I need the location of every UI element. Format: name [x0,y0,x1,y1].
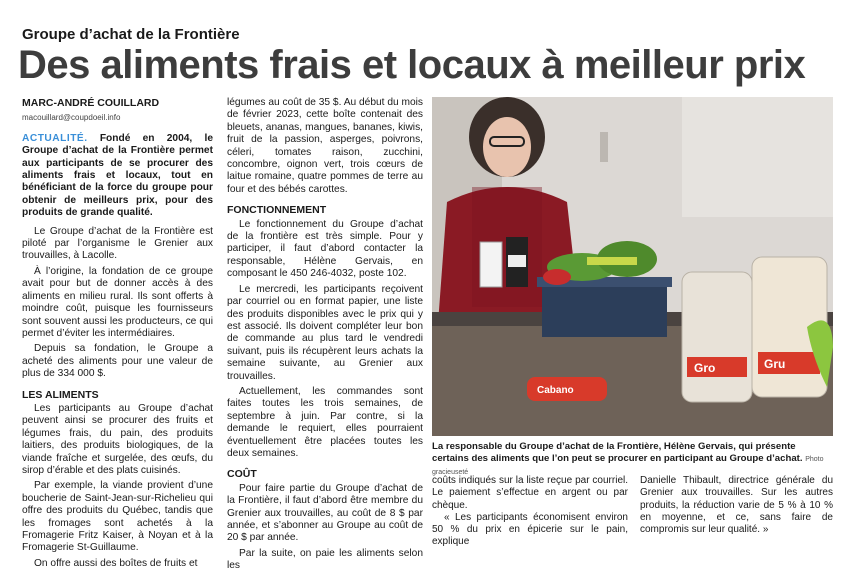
paragraph: Danielle Thibault, directrice générale du Grenier aux trouvailles. Sur les autres produits, la réduction varie de 5 % à 10 % en moyenne, et ce, sans faire de compromis sur leur qualité. » [640,475,833,536]
section-tag: ACTUALITÉ. [22,132,88,144]
subheading-aliments: LES ALIMENTS [22,388,99,401]
paragraph: Pour faire partie du Groupe d’achat de la Frontière, il faut d’abord être membre du Grenier aux trouvailles, au coût de 8 $ par année, et s’abonner au Groupe au coût de 20 $ par année. [227,482,423,544]
paragraph: À l’origine, la fondation de ce groupe avait pour but de donner accès à des aliments en milieu rural. Ils sont offerts à moindre coût, puisque les fournisseurs sont souvent aussi les producteurs, ce qui permet d’éviter les intermédiaires. [22,265,213,339]
column-1 [22,97,213,573]
photo-credit: Photo gracieuseté [432,456,824,476]
paragraph: Par la suite, on paie les aliments selon les [227,547,423,572]
kicker: Groupe d’achat de la Frontière [22,26,240,43]
photo-caption [432,441,833,479]
article-photo [432,97,833,436]
byline: MARC-ANDRÉ COUILLARD [22,97,160,109]
caption-text: La responsable du Groupe d’achat de la Frontière, Hélène Gervais, qui présente certains des aliments que l’on peut se procurer en participant au Groupe d’achat. [432,441,803,464]
author-email[interactable]: macouillard@coupdoeil.info [22,113,121,123]
lead-paragraph [22,133,213,220]
bottom-column-2 [640,475,833,536]
paragraph: légumes au coût de 35 $. Au début du mois de février 2023, cette boîte contenait des bleuets, ananas, mangues, bananes, kiwis, fruit de la passion, asperges, poivrons, céleri, tomates raison, zucchini, concombre, oignon vert, trois cœurs de laitue romaine, quatre pommes de terre au four et des bébés carottes. [227,97,423,195]
paragraph: Depuis sa fondation, le Groupe a acheté des aliments pour une valeur de plus de 334 000 $. [22,343,213,380]
paragraph: « Les participants économisent environ 50 % du prix en épicerie sur le pain, explique [432,511,628,548]
bag-label-3: Cabano [537,385,574,396]
paragraph: Le mercredi, les participants reçoivent par courriel ou en format papier, une liste des produits disponibles avec le prix qui y est associé. Ils doivent compléter leur bon de commande au plus tard le vendredi suivant, puis ils récupèrent leurs achats la semaine suivante, au Grenier aux trouvailles. [227,283,423,382]
subheading-fonctionnement: FONCTIONNEMENT [227,204,327,217]
paragraph: coûts indiqués sur la liste reçue par courriel. Le paiement s’effectue en argent ou par chèque. [432,475,628,511]
bottom-column-1 [432,475,628,549]
paragraph: Les participants au Groupe d’achat peuvent ainsi se procurer des fruits et légumes frais, du pain, des produits laitiers, des produits biologiques, de la viande fraîche et surgelée, des œufs, du sirop d’érable et des plats cuisinés. [22,402,213,476]
bag-label-1: Gro [694,361,716,375]
headline: Des aliments frais et locaux à meilleur prix [18,43,806,87]
lead-text: Fondé en 2004, le Groupe d’achat de la Frontière permet aux participants de se procurer des aliments frais et locaux, tout en bénéficiant de la force du groupe pour obtenir de meilleurs prix, pour des produits de grande qualité. [22,132,213,219]
paragraph: Le Groupe d’achat de la Frontière est piloté par l’organisme le Grenier aux trouvailles, à Lacolle. [22,225,213,262]
photo-illustration [432,97,833,436]
paragraph: Par exemple, la viande provient d’une boucherie de Saint-Jean-sur-Richelieu qui offre des produits du Québec, tandis que les fromages sont achetés à la Fromagerie Fritz Kaiser, à Noyan et à la Fromagerie St-Guillaume. [22,480,213,554]
column-2 [227,97,423,576]
paragraph: On offre aussi des boîtes de fruits et [34,557,198,569]
bag-label-2: Gru [764,357,786,371]
paragraph: Actuellement, les commandes sont faites toutes les trois semaines, de septembre à juin. Par contre, si la demande le requiert, elles pourraient éventuellement être placées toutes les deux semaines. [227,385,423,459]
subheading-cout: COÛT [227,468,257,481]
paragraph: Le fonctionnement du Groupe d’achat de la frontière est très simple. Pour y participer, il faut d’abord contacter la responsable, Hélène Gervais, en composant le 450 246-4032, poste 102. [227,218,423,280]
